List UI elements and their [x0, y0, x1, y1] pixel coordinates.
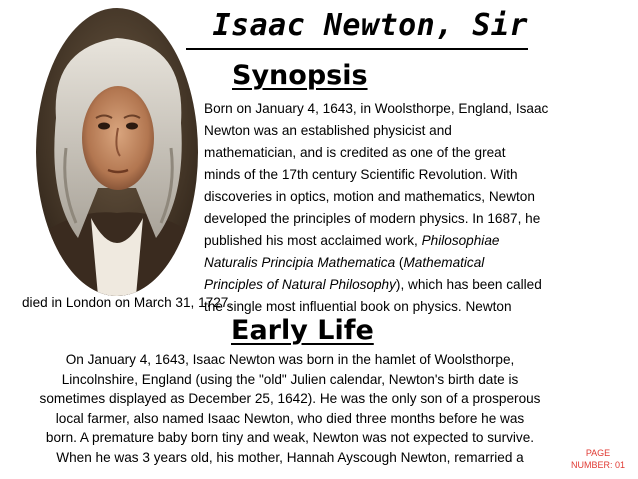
synopsis-line: Newton was an established physicist and: [204, 123, 452, 138]
early-life-line: Lincolnshire, England (using the "old" Julien calendar, Newton's birth date is: [61, 371, 519, 387]
book-title-latin-part2: Naturalis Principia Mathematica: [204, 255, 396, 270]
synopsis-line: [204, 253, 484, 273]
book-title-english-part1: Mathematical: [403, 255, 485, 270]
synopsis-text-run: published his most acclaimed work,: [204, 233, 422, 248]
synopsis-line: [204, 231, 499, 251]
page-number: [563, 447, 633, 471]
page-label: PAGE: [585, 448, 611, 458]
synopsis-line: discoveries in optics, motion and mathematics, Newton: [204, 189, 535, 204]
early-life-line: On January 4, 1643, Isaac Newton was born in the hamlet of Woolsthorpe,: [65, 352, 515, 367]
synopsis-line: [204, 275, 542, 295]
synopsis-line: minds of the 17th century Scientific Revolution. With: [204, 167, 518, 182]
book-title-english-part2: Principles of Natural Philosophy: [204, 277, 396, 292]
synopsis-line: mathematician, and is credited as one of the great: [204, 145, 506, 160]
synopsis-text-run: (: [395, 255, 404, 270]
page-number-value: NUMBER: 01: [570, 460, 625, 470]
early-life-heading: Early Life: [231, 315, 374, 346]
book-title-latin-part1: Philosophiae: [421, 233, 500, 248]
early-life-line: sometimes displayed as December 25, 1642). He was the only son of a prosperous: [39, 391, 541, 406]
page-title: Isaac Newton, Sir: [186, 6, 528, 50]
synopsis-line: developed the principles of modern physics. In 1687, he: [204, 211, 541, 226]
early-life-line: local farmer, also named Isaac Newton, who died three months before he was: [55, 410, 525, 426]
synopsis-heading: Synopsis: [232, 60, 368, 91]
synopsis-text-run: ), which has been called: [395, 277, 542, 292]
early-life-line: When he was 3 years old, his mother, Hannah Ayscough Newton, remarried a: [56, 449, 524, 465]
synopsis-line: died in London on March 31, 1727.: [22, 295, 233, 310]
early-life-line: born. A premature baby born tiny and weak, Newton was not expected to survive.: [45, 430, 535, 445]
synopsis-line: Born on January 4, 1643, in Woolsthorpe, England, Isaac: [204, 101, 549, 116]
synopsis-line: the single most influential book on physics. Newton: [204, 299, 512, 314]
early-life-text: [0, 350, 580, 467]
